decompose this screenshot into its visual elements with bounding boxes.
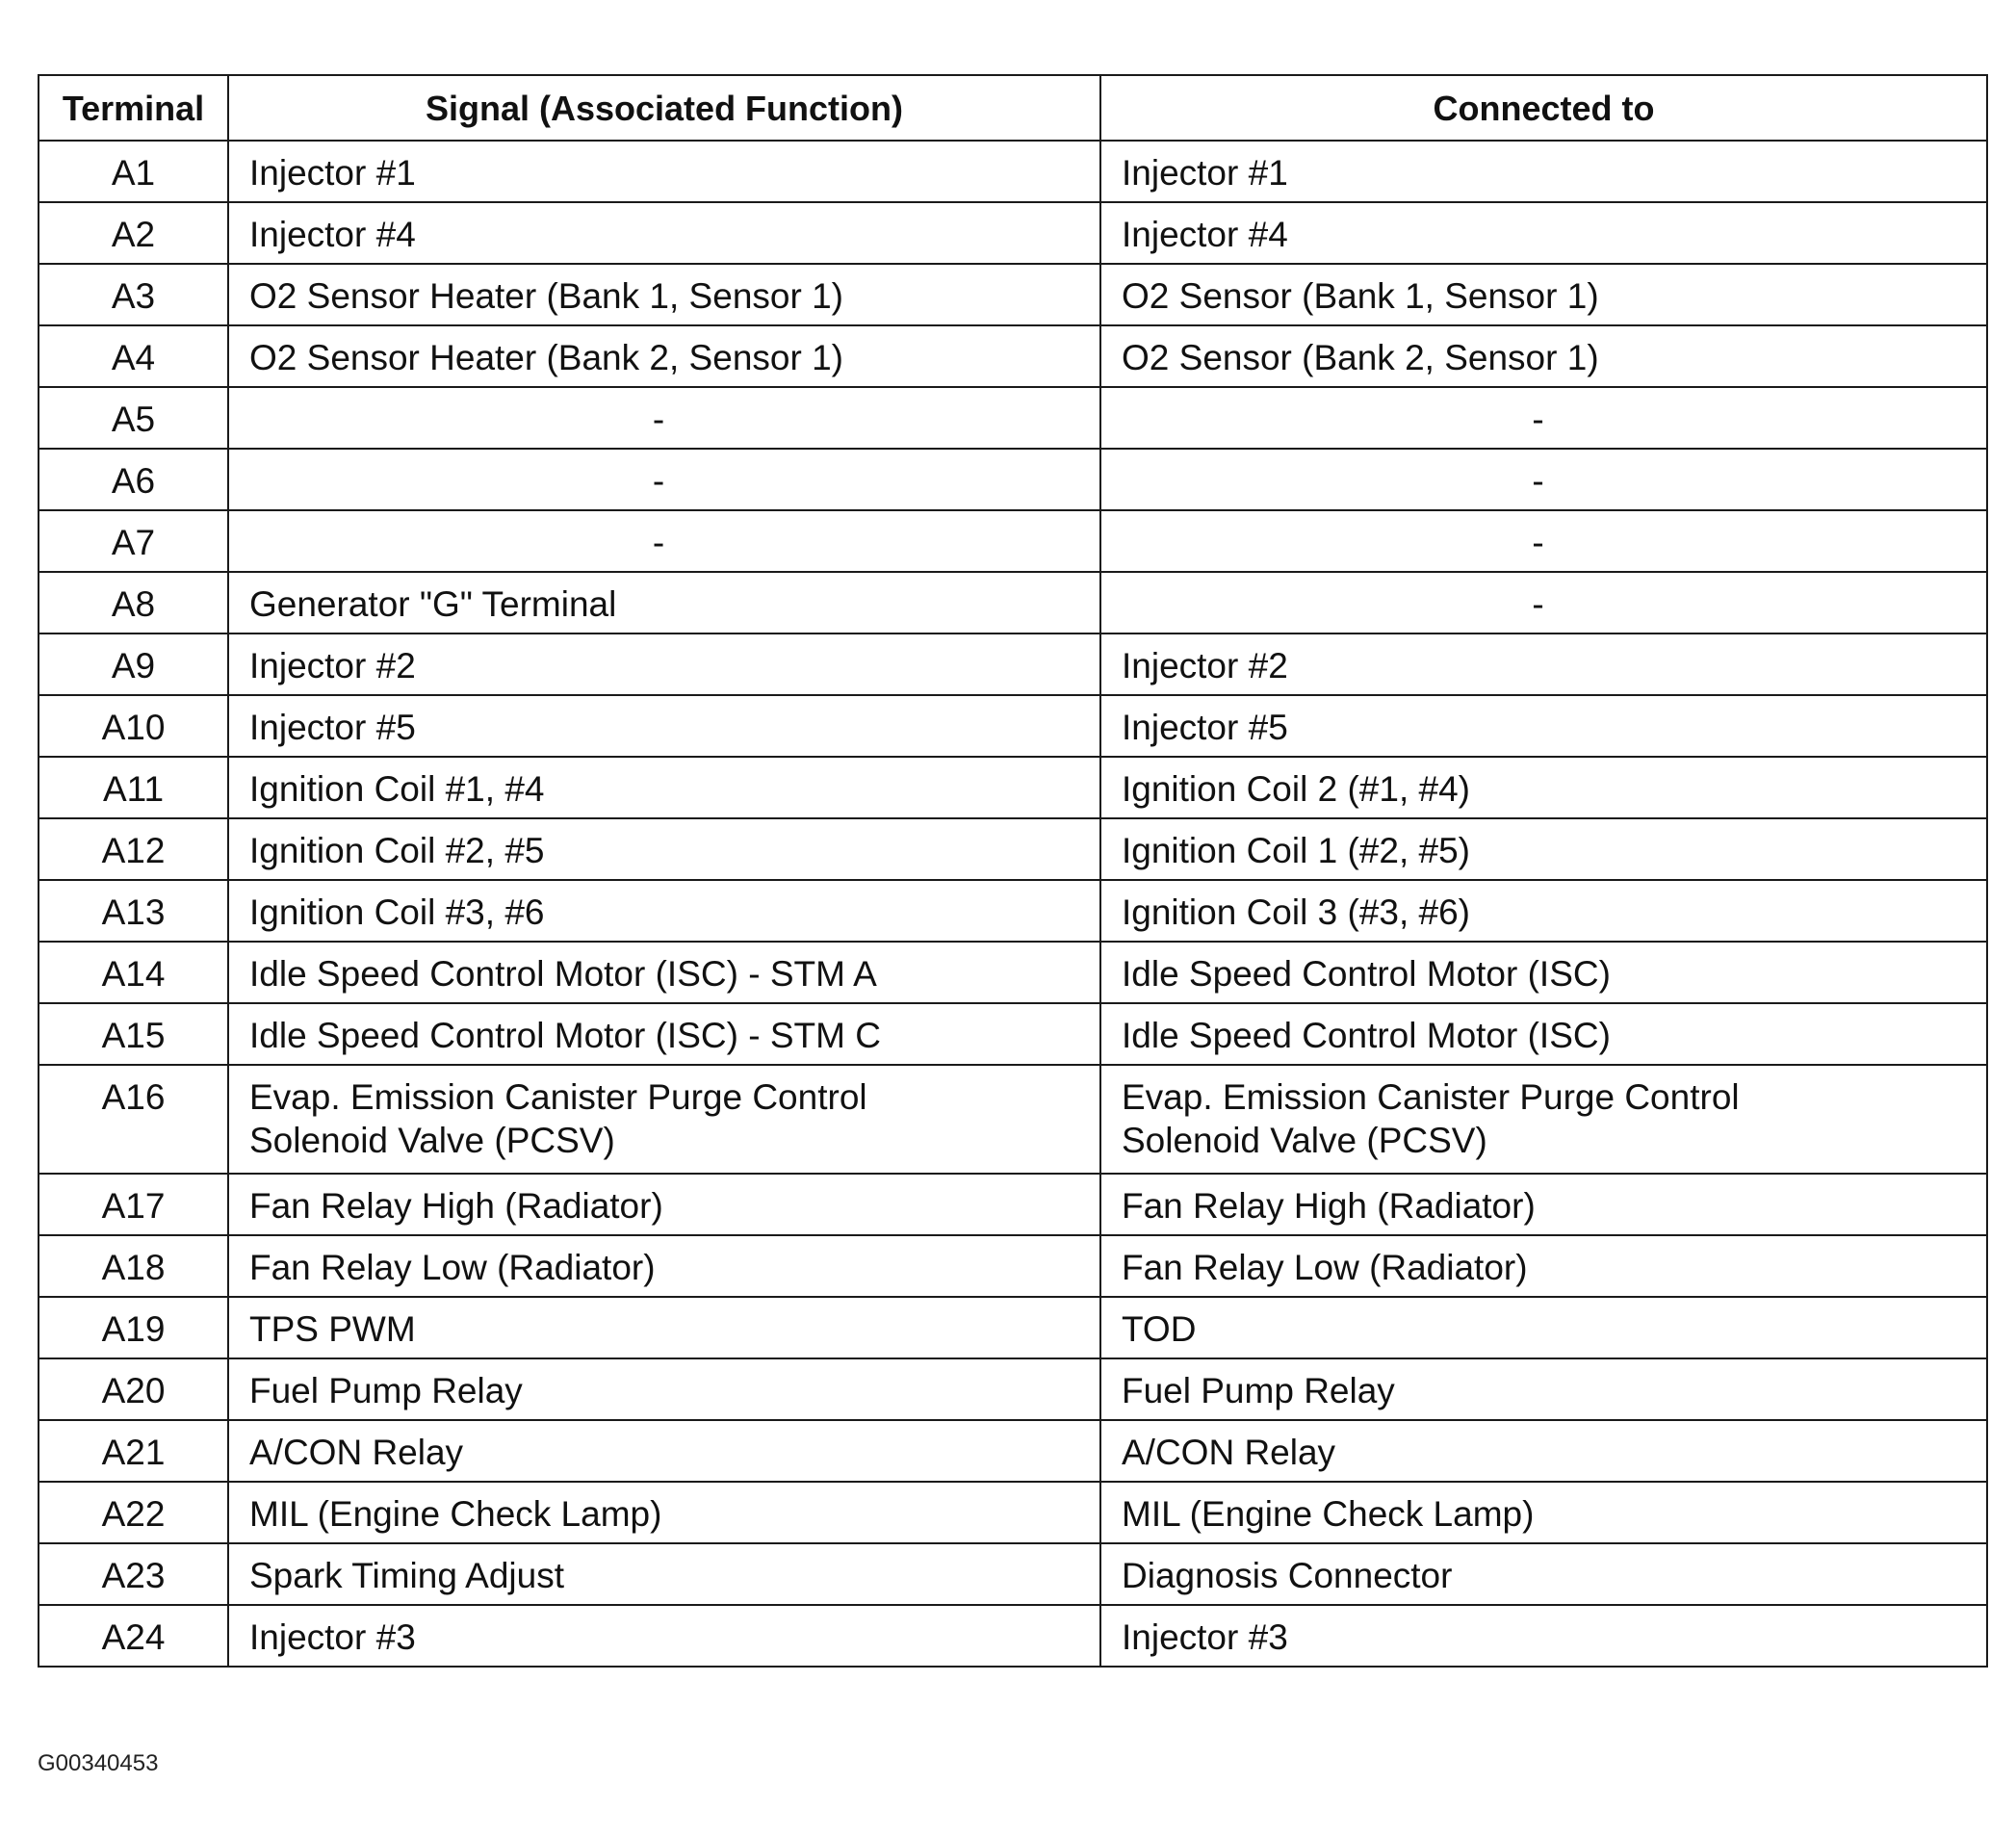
connected-cell: Injector #5 <box>1100 695 1987 757</box>
connected-cell: Diagnosis Connector <box>1100 1543 1987 1605</box>
signal-cell: Idle Speed Control Motor (ISC) - STM A <box>228 942 1100 1003</box>
signal-cell: Spark Timing Adjust <box>228 1543 1100 1605</box>
table-row <box>39 818 1987 880</box>
terminal-cell: A5 <box>39 387 228 449</box>
terminal-cell: A3 <box>39 264 228 325</box>
signal-cell: Injector #2 <box>228 634 1100 695</box>
signal-line-1: Evap. Emission Canister Purge Control <box>249 1077 867 1117</box>
connected-cell: - <box>1100 572 1987 634</box>
signal-cell: A/CON Relay <box>228 1420 1100 1482</box>
table-row <box>39 1235 1987 1297</box>
signal-cell: - <box>228 510 1100 572</box>
connected-cell: TOD <box>1100 1297 1987 1358</box>
table-row <box>39 1174 1987 1235</box>
signal-cell: Idle Speed Control Motor (ISC) - STM C <box>228 1003 1100 1065</box>
connected-line-1: Evap. Emission Canister Purge Control <box>1122 1077 1740 1117</box>
header-terminal: Terminal <box>39 75 228 141</box>
signal-cell: - <box>228 449 1100 510</box>
table-row <box>39 325 1987 387</box>
connected-cell: Fan Relay High (Radiator) <box>1100 1174 1987 1235</box>
signal-cell: Fan Relay Low (Radiator) <box>228 1235 1100 1297</box>
table-row <box>39 695 1987 757</box>
terminal-cell: A7 <box>39 510 228 572</box>
terminal-cell: A1 <box>39 141 228 202</box>
signal-cell: MIL (Engine Check Lamp) <box>228 1482 1100 1543</box>
table-row <box>39 1543 1987 1605</box>
signal-cell: Injector #3 <box>228 1605 1100 1667</box>
terminal-cell: A19 <box>39 1297 228 1358</box>
terminal-cell: A24 <box>39 1605 228 1667</box>
table-row <box>39 1003 1987 1065</box>
terminal-cell: A9 <box>39 634 228 695</box>
header-connected-to: Connected to <box>1100 75 1987 141</box>
table-row <box>39 1605 1987 1667</box>
connected-cell: Ignition Coil 3 (#3, #6) <box>1100 880 1987 942</box>
table-row <box>39 572 1987 634</box>
connected-cell: Injector #1 <box>1100 141 1987 202</box>
connected-cell: - <box>1100 387 1987 449</box>
table-row <box>39 1482 1987 1543</box>
connected-cell: Ignition Coil 1 (#2, #5) <box>1100 818 1987 880</box>
connected-cell: MIL (Engine Check Lamp) <box>1100 1482 1987 1543</box>
header-signal: Signal (Associated Function) <box>228 75 1100 141</box>
signal-cell: Fan Relay High (Radiator) <box>228 1174 1100 1235</box>
connected-cell: O2 Sensor (Bank 2, Sensor 1) <box>1100 325 1987 387</box>
table-row <box>39 510 1987 572</box>
terminal-cell: A4 <box>39 325 228 387</box>
terminal-cell: A13 <box>39 880 228 942</box>
terminal-cell: A11 <box>39 757 228 818</box>
table-row <box>39 449 1987 510</box>
connected-cell: A/CON Relay <box>1100 1420 1987 1482</box>
table-row <box>39 942 1987 1003</box>
connected-cell: Injector #4 <box>1100 202 1987 264</box>
terminal-cell: A12 <box>39 818 228 880</box>
figure-code: G00340453 <box>38 1750 159 1776</box>
table-row <box>39 387 1987 449</box>
connected-cell: Fan Relay Low (Radiator) <box>1100 1235 1987 1297</box>
table-row <box>39 880 1987 942</box>
table-row <box>39 264 1987 325</box>
connected-cell: - <box>1100 510 1987 572</box>
signal-cell <box>228 1065 1100 1174</box>
terminal-cell: A17 <box>39 1174 228 1235</box>
terminal-cell: A10 <box>39 695 228 757</box>
terminal-cell: A14 <box>39 942 228 1003</box>
table-row <box>39 1297 1987 1358</box>
table-row <box>39 1065 1987 1174</box>
connected-cell: Injector #2 <box>1100 634 1987 695</box>
terminal-pinout-table <box>38 74 1988 1668</box>
signal-cell: Fuel Pump Relay <box>228 1358 1100 1420</box>
table-row <box>39 634 1987 695</box>
terminal-cell: A16 <box>39 1065 228 1174</box>
connected-cell: O2 Sensor (Bank 1, Sensor 1) <box>1100 264 1987 325</box>
table-header-row <box>39 75 1987 141</box>
terminal-cell: A18 <box>39 1235 228 1297</box>
connected-cell <box>1100 1065 1987 1174</box>
terminal-cell: A2 <box>39 202 228 264</box>
table-row <box>39 202 1987 264</box>
signal-cell: Injector #5 <box>228 695 1100 757</box>
table-row <box>39 1358 1987 1420</box>
signal-cell: TPS PWM <box>228 1297 1100 1358</box>
terminal-cell: A8 <box>39 572 228 634</box>
table-row <box>39 757 1987 818</box>
terminal-cell: A22 <box>39 1482 228 1543</box>
signal-cell: - <box>228 387 1100 449</box>
signal-cell: O2 Sensor Heater (Bank 1, Sensor 1) <box>228 264 1100 325</box>
signal-line-2: Solenoid Valve (PCSV) <box>249 1121 615 1160</box>
connected-line-2: Solenoid Valve (PCSV) <box>1122 1121 1487 1160</box>
terminal-cell: A6 <box>39 449 228 510</box>
terminal-cell: A20 <box>39 1358 228 1420</box>
connected-cell: - <box>1100 449 1987 510</box>
table-row <box>39 141 1987 202</box>
terminal-cell: A23 <box>39 1543 228 1605</box>
signal-cell: Injector #1 <box>228 141 1100 202</box>
connected-cell: Fuel Pump Relay <box>1100 1358 1987 1420</box>
signal-cell: Ignition Coil #2, #5 <box>228 818 1100 880</box>
connected-cell: Idle Speed Control Motor (ISC) <box>1100 1003 1987 1065</box>
connected-cell: Ignition Coil 2 (#1, #4) <box>1100 757 1987 818</box>
signal-cell: Ignition Coil #1, #4 <box>228 757 1100 818</box>
signal-cell: Generator "G" Terminal <box>228 572 1100 634</box>
signal-cell: Injector #4 <box>228 202 1100 264</box>
terminal-cell: A21 <box>39 1420 228 1482</box>
table-row <box>39 1420 1987 1482</box>
signal-cell: O2 Sensor Heater (Bank 2, Sensor 1) <box>228 325 1100 387</box>
connected-cell: Idle Speed Control Motor (ISC) <box>1100 942 1987 1003</box>
signal-cell: Ignition Coil #3, #6 <box>228 880 1100 942</box>
connected-cell: Injector #3 <box>1100 1605 1987 1667</box>
terminal-cell: A15 <box>39 1003 228 1065</box>
